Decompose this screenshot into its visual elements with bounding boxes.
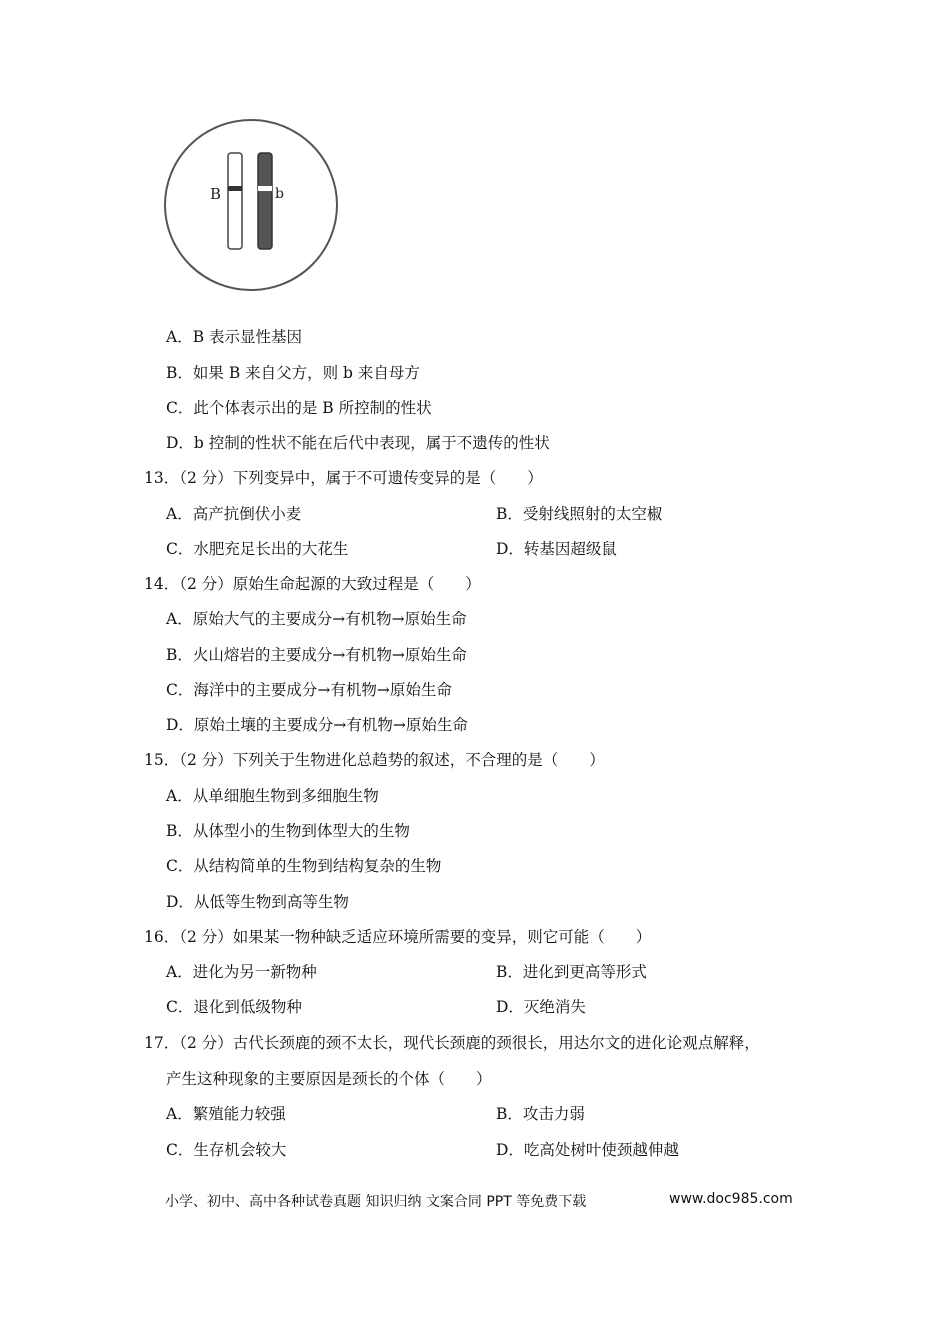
q12-option-b: B．如果 B 来自父方，则 b 来自母方 (166, 364, 420, 382)
label-B: B (210, 185, 222, 203)
chromosome-figure (163, 118, 343, 294)
chromosome-left (228, 153, 242, 249)
q16-option-b: B．进化到更高等形式 (496, 963, 647, 981)
q14-option-b: B．火山熔岩的主要成分→有机物→原始生命 (166, 646, 467, 664)
q17-option-a: A．繁殖能力较强 (166, 1105, 286, 1123)
q15-stem: 15．（2 分）下列关于生物进化总趋势的叙述，不合理的是（ ） (144, 751, 605, 769)
q15-option-c: C．从结构简单的生物到结构复杂的生物 (166, 857, 442, 875)
q12-option-a: A．B 表示显性基因 (166, 328, 303, 346)
q17-option-b: B．攻击力弱 (496, 1105, 585, 1123)
footer-text: 小学、初中、高中各种试卷真题 知识归纳 文案合同 PPT 等免费下载 (165, 1194, 587, 1210)
q17-stem-line2: 产生这种现象的主要原因是颈长的个体（ ） (166, 1070, 492, 1088)
q13-option-b: B．受射线照射的太空椒 (496, 505, 663, 523)
footer-url[interactable]: www.doc985.com (669, 1191, 793, 1207)
q14-option-a: A．原始大气的主要成分→有机物→原始生命 (166, 610, 467, 628)
q16-stem: 16．（2 分）如果某一物种缺乏适应环境所需要的变异，则它可能（ ） (144, 928, 652, 946)
gene-band-right (258, 186, 272, 191)
q16-option-c: C．退化到低级物种 (166, 998, 302, 1016)
q14-option-d: D．原始土壤的主要成分→有机物→原始生命 (166, 716, 468, 734)
gene-band-left (228, 186, 242, 191)
q17-stem-line1: 17．（2 分）古代长颈鹿的颈不太长，现代长颈鹿的颈很长，用达尔文的进化论观点解释， (144, 1034, 760, 1052)
q12-option-d: D．b 控制的性状不能在后代中表现，属于不遗传的性状 (166, 434, 550, 452)
q17-option-c: C．生存机会较大 (166, 1141, 287, 1159)
chromosome-right (258, 153, 272, 249)
q13-option-c: C．水肥充足长出的大花生 (166, 540, 349, 558)
q14-option-c: C．海洋中的主要成分→有机物→原始生命 (166, 681, 452, 699)
q14-stem: 14．（2 分）原始生命起源的大致过程是（ ） (144, 575, 481, 593)
q13-stem: 13．（2 分）下列变异中，属于不可遗传变异的是（ ） (144, 469, 543, 487)
q13-option-a: A．高产抗倒伏小麦 (166, 505, 302, 523)
q15-option-a: A．从单细胞生物到多细胞生物 (166, 787, 379, 805)
q17-option-d: D．吃高处树叶使颈越伸越 (496, 1141, 679, 1159)
chromosome-diagram (163, 118, 343, 294)
circle-outline (165, 120, 337, 290)
q16-option-a: A．进化为另一新物种 (166, 963, 317, 981)
q15-option-d: D．从低等生物到高等生物 (166, 893, 349, 911)
footer (165, 1191, 793, 1211)
label-b: b (275, 186, 284, 202)
q12-option-c: C．此个体表示出的是 B 所控制的性状 (166, 399, 432, 417)
q15-option-b: B．从体型小的生物到体型大的生物 (166, 822, 410, 840)
q13-option-d: D．转基因超级鼠 (496, 540, 617, 558)
q16-option-d: D．灭绝消失 (496, 998, 586, 1016)
